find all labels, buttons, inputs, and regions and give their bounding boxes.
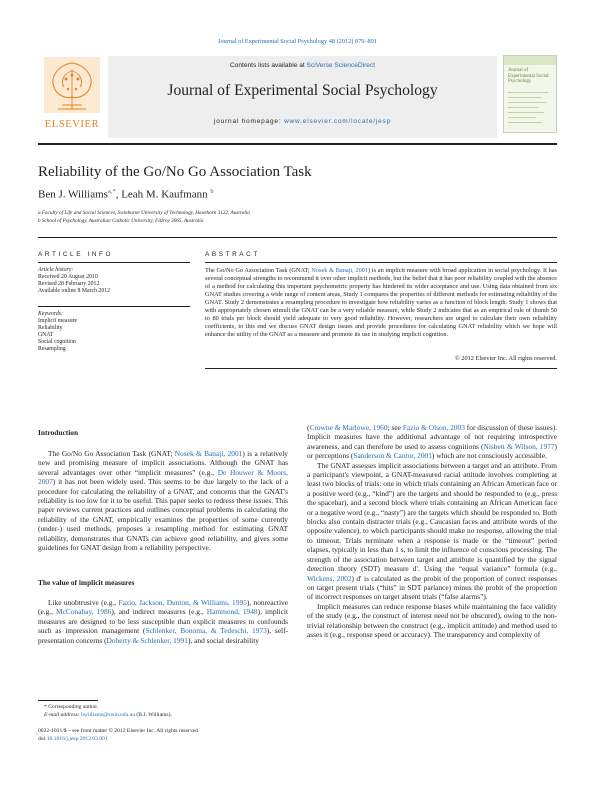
revised-date: Revised 28 February 2012	[38, 281, 100, 288]
keyword: Resampling	[38, 346, 66, 353]
journal-homepage-line	[108, 118, 497, 125]
citation-link[interactable]: Nisbett & Wilson, 1977	[483, 441, 555, 451]
right-paragraph-3: Implicit measures can reduce response biases while maintaining the face validity of the study (e.g., the construct of interest need not be obscured), owing to the non-trivial relationship between the construct (e.g., implicit attitude) and method used to asses it (e.g., response speed or accuracy). The transparency and complexity of	[307, 601, 557, 639]
article-info-heading: ARTICLE INFO	[38, 251, 114, 258]
section-rule	[38, 237, 557, 238]
author-affiliation-link[interactable]: b	[210, 188, 214, 195]
footnote-rule	[38, 700, 98, 701]
article-history	[38, 267, 190, 295]
citation-link[interactable]: Fazio & Olson, 2003	[402, 423, 465, 432]
abstract-heading: ABSTRACT	[205, 251, 260, 258]
journal-citation-link[interactable]: Journal of Experimental Social Psychology 48 (2012) 879–891	[218, 38, 377, 45]
citation-link[interactable]: Hammond, 1948	[206, 607, 258, 617]
author-list	[38, 188, 214, 201]
journal-title: Journal of Experimental Social Psychology	[167, 82, 438, 99]
online-date: Available online 8 March 2012	[38, 288, 111, 295]
affiliation-b: b School of Psychology, Australian Catholic University, Fitzroy 3065, Australia	[38, 218, 204, 224]
keywords-label: Keywords:	[38, 311, 63, 317]
author-name: Leah M. Kaufmann	[121, 188, 208, 201]
corresponding-author-note: * Corresponding author.	[44, 704, 99, 710]
contents-prefix: Contents lists available at	[229, 62, 305, 69]
email-link[interactable]: bwilliams@swin.edu.au	[81, 712, 136, 718]
author-affiliation-link[interactable]: a,*	[107, 188, 116, 195]
journal-cover-thumbnail	[503, 55, 557, 133]
introduction-paragraph: The Go/No Go Association Task (GNAT; Nosek & Banaji, 2001) is a relatively new and promising measure of implicit associations. Although the GNAT has several advantages over other “implicit measures” (e.g., De Houwer & Moors, 2007) it has not been widely used. This seems to be due largely to the lack of a procedure for calculating the reliability of a GNAT, and concerns that the GNAT's reliability is too low for it to be useful. This paper seeks to redress these issues. This paper reviews current practices and outlines conceptual problems in calculating the reliability of the GNAT, empirically examines the properties of some currently (under-) used methods, proposes a resampling method for estimating GNAT reliability, demonstrates that GNATs can achieve good reliability, and gives some guidelines for GNAT design from a reliability perspective.	[38, 449, 288, 553]
article-title: Reliability of the Go/No Go Association Task	[38, 164, 312, 180]
abstract-text	[205, 267, 557, 339]
citation-link[interactable]: Wickens, 2002	[307, 573, 352, 583]
cover-title: Journal of Experimental Social Psychology	[508, 68, 549, 85]
article-info-rule	[38, 262, 190, 263]
abstract-rule	[205, 368, 557, 369]
keywords-block	[38, 311, 190, 354]
keyword: Implicit measure	[38, 318, 78, 325]
issn-line: 0022-1031/$ – see front matter © 2012 Elsevier Inc. All rights reserved.	[38, 728, 200, 734]
citation-link[interactable]: Doherty & Schlenker, 1991	[106, 635, 188, 645]
introduction-heading: Introduction	[38, 428, 79, 437]
citation-link[interactable]: McConahay, 1986	[56, 607, 112, 617]
header-rule	[38, 143, 557, 145]
article-info-rule	[38, 306, 190, 307]
sciverse-link[interactable]: SciVerse ScienceDirect	[306, 62, 376, 69]
homepage-link[interactable]: www.elsevier.com/locate/jesp	[284, 118, 391, 125]
author-separator: ,	[115, 188, 122, 201]
history-label: Article history:	[38, 267, 74, 273]
citation-link[interactable]: Nosek & Banaji, 2001	[311, 267, 369, 274]
abstract-copyright: © 2012 Elsevier Inc. All rights reserved.	[454, 355, 557, 362]
value-paragraph: Like unobtrusive (e.g., Fazio, Jackson, Dunton, & Williams, 1995), nonreactive (e.g., McConahay, 1986), and indirect measures (e.g., Hammond, 1948), implicit measures are designed to be less susceptible than explicit measures to confounds such as impression management (Schlenker, Bonoma, & Tedeschi, 1973), self-presentation concerns (Doherty & Schlenker, 1991), and social desirability	[38, 598, 289, 645]
abstract-segment: ) is an implicit measure with broad application in social psychology. It has several conceptual strengths to recommend it over other implicit methods, but the belief that it has poor reliability coupled with the absence of a method for calculating this important psychometric property has hindered its wider acceptance and use. Using data obtained from six GNAT studies covering a wide range of content areas, Study 1 compares the properties of different methods for estimating reliability of the GNAT. Study 2 demonstrates a resampling procedure to investigate how reliability varies as a function of block length. Study 1 shows that with appropriately chosen stimuli the GNAT can be a very reliable measure, while Study 2 indicates that as an empirical rule of thumb 50 to 80 trials per block should yield adequate to very good reliability. However, researchers are urged to calculate their own reliability coefficients, to this end we discuss GNAT design issues and provide procedures for calculating GNAT reliability which we hope will enhance the utility of the GNAT as a measure and promote its use in studying implicit cognition.	[205, 267, 557, 338]
received-date: Received 20 August 2010	[38, 274, 98, 281]
elsevier-wordmark: ELSEVIER	[44, 119, 100, 130]
value-section-heading: The value of implicit measures	[38, 578, 135, 587]
doi-line: doi:10.1016/j.jesp.2012.03.001	[38, 736, 108, 742]
keyword: Reliability	[38, 325, 63, 332]
citation-link[interactable]: Fazio, Jackson, Dunton, & Williams, 1995	[118, 598, 247, 607]
citation-link[interactable]: Nosek & Banaji, 2001	[174, 449, 243, 458]
citation-link[interactable]: De Houwer & Moors, 2007	[38, 467, 288, 487]
affiliation-a: a Faculty of Life and Social Sciences, Swinburne University of Technology, Hawthorn 3122, Australia	[38, 210, 250, 216]
right-column-text: (Crowne & Marlowe, 1960; see Fazio & Olson, 2003 for discussion of these issues). Implicit measures have the additional advantage of not requiring introspective awareness, and can therefore be used to assess cognitions (Nisbett & Wilson, 1977) or perceptions (Sanderson & Cantor, 2001) which are not consciously accessible. The GNAT assesses implicit associations between a target and an attribute. From a participant's viewpoint, a GNAT-measured racial attitude involves completing at least two blocks of trials: one in which trials containing an African American face or a positive word (e.g., “kind”) are the targets and should be responded to (e.g., press the spacebar), and a second block where trials containing an African American face or a negative word (e.g., “nasty”) are the targets which should be responded to. Both blocks also contain distracter trials (e.g., Caucasian faces and attribute words of the opposite valence), to which participants should make no response, allowing the trial to timeout. Trials terminate when a response is made or the “timeout” period elapses, typically in less than 1 s, to limit the influence of conscious processing. The strength of the association between target and attribute is quantified by the signal detection theory (SDT) measure d′. Using the “equal variance” formula (e.g., Wickens, 2002) d′ is calculated as the probit of the proportion of correct responses on target present trials (“hits” in SDT parlance) minus the probit of the proportion of incorrect responses on target absent trials (“false alarms”). Implicit measures can reduce response biases while maintaining the face validity of the study (e.g., the construct of interest need not be obscured), owing to the non-trivial relationship between the construct (e.g., implicit attitude) and method used to asses it (e.g., response speed or accuracy). The transparency and complexity of	[307, 423, 558, 639]
email-note: E-mail address: bwilliams@swin.edu.au (B.J. Williams).	[44, 712, 172, 718]
citation-link[interactable]: Sanderson & Cantor, 2001	[353, 451, 432, 461]
keyword: GNAT	[38, 332, 54, 339]
abstract-rule	[205, 262, 557, 263]
citation-link[interactable]: Crowne & Marlowe, 1960	[309, 423, 388, 432]
author-name: Ben J. Williams	[38, 188, 108, 201]
citation-link[interactable]: Schlenker, Bonoma, & Tedeschi, 1973	[145, 626, 267, 636]
contents-available-line	[108, 62, 497, 69]
homepage-prefix: journal homepage:	[214, 118, 282, 125]
keyword: Social cognition	[38, 339, 76, 346]
doi-link[interactable]: 10.1016/j.jesp.2012.03.001	[46, 736, 108, 742]
abstract-segment: The Go/No Go Association Task (GNAT;	[205, 267, 312, 274]
